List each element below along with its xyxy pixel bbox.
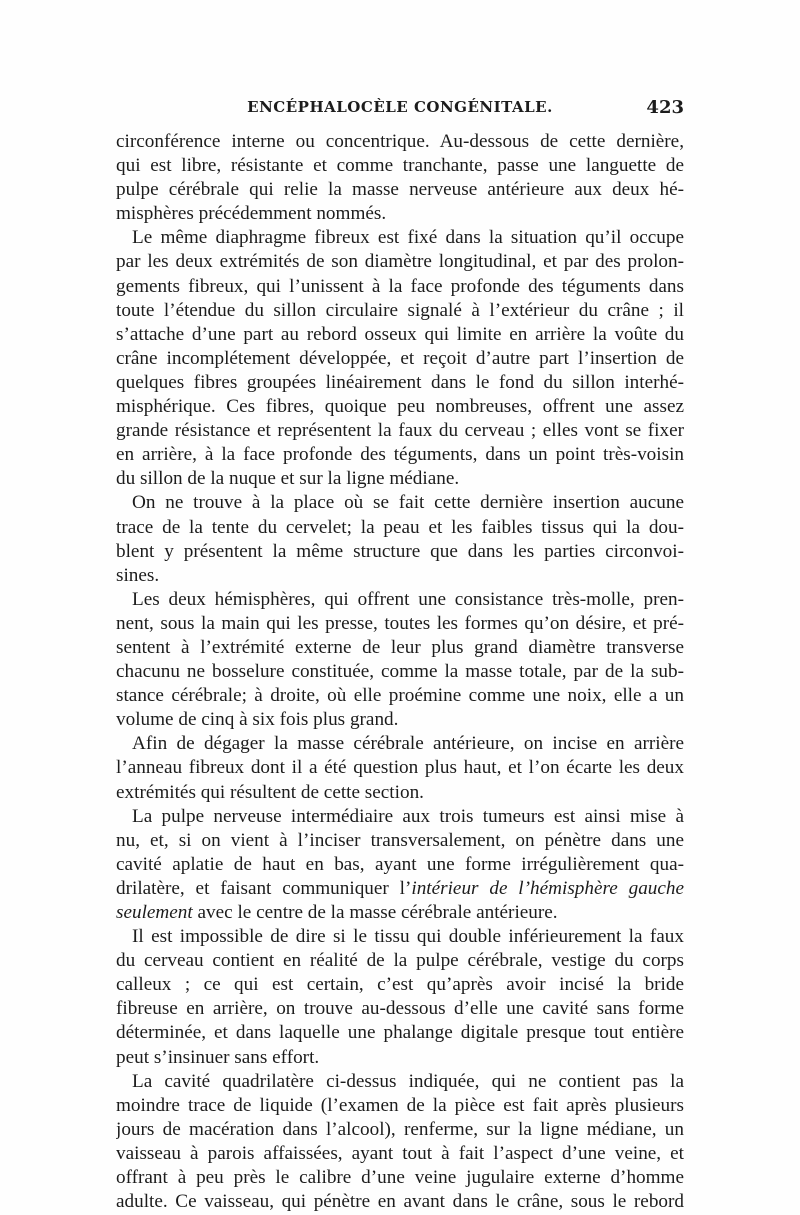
text-line — [116, 419, 684, 443]
line-text: La cavité quadrilatère ci-dessus indiquée, qui ne contient pas la — [132, 1070, 684, 1092]
line-text: l’anneau fibreux dont il a été question plus haut, et l’on écarte les deux — [116, 757, 684, 779]
text-line — [116, 130, 684, 154]
line-text: Il est impossible de dire si le tissu qui double inférieurement la faux — [132, 926, 684, 948]
line-text: extrémités qui résultent de cette section. — [116, 781, 424, 803]
text-line — [116, 588, 684, 612]
body-text — [116, 130, 684, 1214]
running-head — [116, 98, 684, 118]
text-line — [116, 877, 684, 901]
line-text: stance cérébrale; à droite, où elle proémine comme une noix, elle a un — [116, 685, 684, 707]
line-text: grande résistance et représentent la faux du cerveau ; elles vont se fixer — [116, 420, 684, 442]
text-line — [116, 347, 684, 371]
line-text: gements fibreux, qui l’unissent à la face profonde des téguments dans — [116, 275, 684, 297]
line-text: pulpe cérébrale qui relie la masse nerveuse antérieure aux deux hé- — [116, 179, 684, 201]
line-text: qui est libre, résistante et comme tranchante, passe une languette de — [116, 155, 684, 177]
line-text: misphérique. Ces fibres, quoique peu nombreuses, offrent une assez — [116, 396, 684, 418]
text-line — [116, 853, 684, 877]
line-text: cavité aplatie de haut en bas, ayant une forme irrégulièrement qua- — [116, 853, 684, 875]
text-line — [116, 154, 684, 178]
line-text: nu, et, si on vient à l’inciser transversalement, on pénètre dans une — [116, 829, 684, 851]
line-text: trace de la tente du cervelet; la peau et les faibles tissus qui la dou- — [116, 516, 684, 538]
line-text: blent y présentent la même structure que dans les parties circonvoi- — [116, 540, 684, 562]
text-line — [116, 684, 684, 708]
text-line — [116, 516, 684, 540]
italic-text: seulement — [116, 902, 193, 923]
text-line — [116, 949, 684, 973]
line-text: moindre trace de liquide (l’examen de la pièce est fait après plusieurs — [116, 1094, 684, 1116]
line-text-after: avec le centre de la masse cérébrale antérieure. — [192, 902, 558, 923]
text-line — [116, 925, 684, 949]
line-text: quelques fibres groupées linéairement dans le fond du sillon interhé- — [116, 371, 684, 393]
text-line — [116, 323, 684, 347]
text-line — [116, 564, 684, 588]
line-text: nent, sous la main qui les presse, toutes les formes qu’on désire, et pré- — [116, 612, 684, 634]
text-line — [116, 636, 684, 660]
text-line — [116, 1046, 684, 1070]
line-text: chacunu ne bosselure constituée, comme la masse totale, par de la sub- — [116, 661, 684, 683]
text-line — [116, 1142, 684, 1166]
text-line — [116, 805, 684, 829]
text-line — [116, 708, 684, 732]
line-text: drilatère, et faisant communiquer l’ — [116, 877, 412, 899]
text-line — [116, 395, 684, 419]
line-text: du sillon de la nuque et sur la ligne médiane. — [116, 468, 460, 490]
line-text: peut s’insinuer sans effort. — [116, 1046, 320, 1068]
text-line — [116, 299, 684, 323]
line-text: Les deux hémisphères, qui offrent une consistance très-molle, pren- — [132, 588, 684, 610]
text-line — [116, 997, 684, 1021]
line-text: adulte. Ce vaisseau, qui pénètre en avant dans le crâne, sous le rebord — [116, 1191, 684, 1213]
line-text: volume de cinq à six fois plus grand. — [116, 709, 399, 731]
text-line — [116, 829, 684, 853]
text-line — [116, 540, 684, 564]
text-line — [116, 1190, 684, 1214]
italic-text: intérieur de l’hémisphère gauche — [411, 877, 684, 899]
text-line — [116, 371, 684, 395]
text-line — [116, 202, 684, 226]
line-text: toute l’étendue du sillon circulaire signalé à l’extérieur du crâne ; il — [116, 299, 684, 321]
line-text: s’attache d’une part au rebord osseux qui limite en arrière la voûte du — [116, 323, 684, 345]
text-line — [116, 1070, 684, 1094]
line-text: calleux ; ce qui est certain, c’est qu’après avoir incisé la bride — [116, 974, 684, 996]
line-text: du cerveau contient en réalité de la pulpe cérébrale, vestige du corps — [116, 950, 684, 972]
line-text: Afin de dégager la masse cérébrale antérieure, on incise en arrière — [132, 733, 684, 755]
text-line — [116, 756, 684, 780]
line-text: déterminée, et dans laquelle une phalange digitale presque tout entière — [116, 1022, 684, 1044]
text-line — [116, 612, 684, 636]
line-text: fibreuse en arrière, on trouve au-dessous d’elle une cavité sans forme — [116, 998, 684, 1020]
page-number: 423 — [646, 97, 684, 118]
text-line — [116, 275, 684, 299]
text-line — [116, 1094, 684, 1118]
line-text: jours de macération dans l’alcool), renferme, sur la ligne médiane, un — [116, 1118, 684, 1140]
text-line — [116, 1166, 684, 1190]
text-line — [116, 973, 684, 997]
text-line — [116, 467, 684, 491]
line-text: crâne incomplétement développée, et reçoit d’autre part l’insertion de — [116, 347, 684, 369]
line-text: La pulpe nerveuse intermédiaire aux trois tumeurs est ainsi mise à — [132, 805, 684, 827]
text-line — [116, 901, 684, 925]
line-text: misphères précédemment nommés. — [116, 203, 387, 225]
text-line — [116, 1118, 684, 1142]
text-line — [116, 443, 684, 467]
text-line — [116, 1021, 684, 1045]
line-text: par les deux extrémités de son diamètre longitudinal, et par des prolon- — [116, 251, 684, 273]
text-line — [116, 226, 684, 250]
line-text: On ne trouve à la place où se fait cette dernière insertion aucune — [132, 492, 684, 514]
text-line — [116, 660, 684, 684]
line-text: vaisseau à parois affaissées, ayant tout à fait l’aspect d’une veine, et — [116, 1142, 684, 1164]
line-text: Le même diaphragme fibreux est fixé dans la situation qu’il occupe — [132, 227, 684, 249]
text-line — [116, 781, 684, 805]
text-line — [116, 732, 684, 756]
line-text: en arrière, à la face profonde des téguments, dans un point très-voisin — [116, 444, 684, 466]
line-text: sines. — [116, 564, 160, 586]
text-line — [116, 491, 684, 515]
line-text: offrant à peu près le calibre d’une veine jugulaire externe d’homme — [116, 1167, 684, 1189]
running-title: ENCÉPHALOCÈLE CONGÉNITALE. — [247, 98, 553, 116]
line-text: circonférence interne ou concentrique. Au-dessous de cette dernière, — [116, 131, 684, 152]
text-line — [116, 178, 684, 202]
line-text: sentent à l’extrémité externe de leur plus grand diamètre transverse — [116, 636, 684, 658]
text-line — [116, 250, 684, 274]
